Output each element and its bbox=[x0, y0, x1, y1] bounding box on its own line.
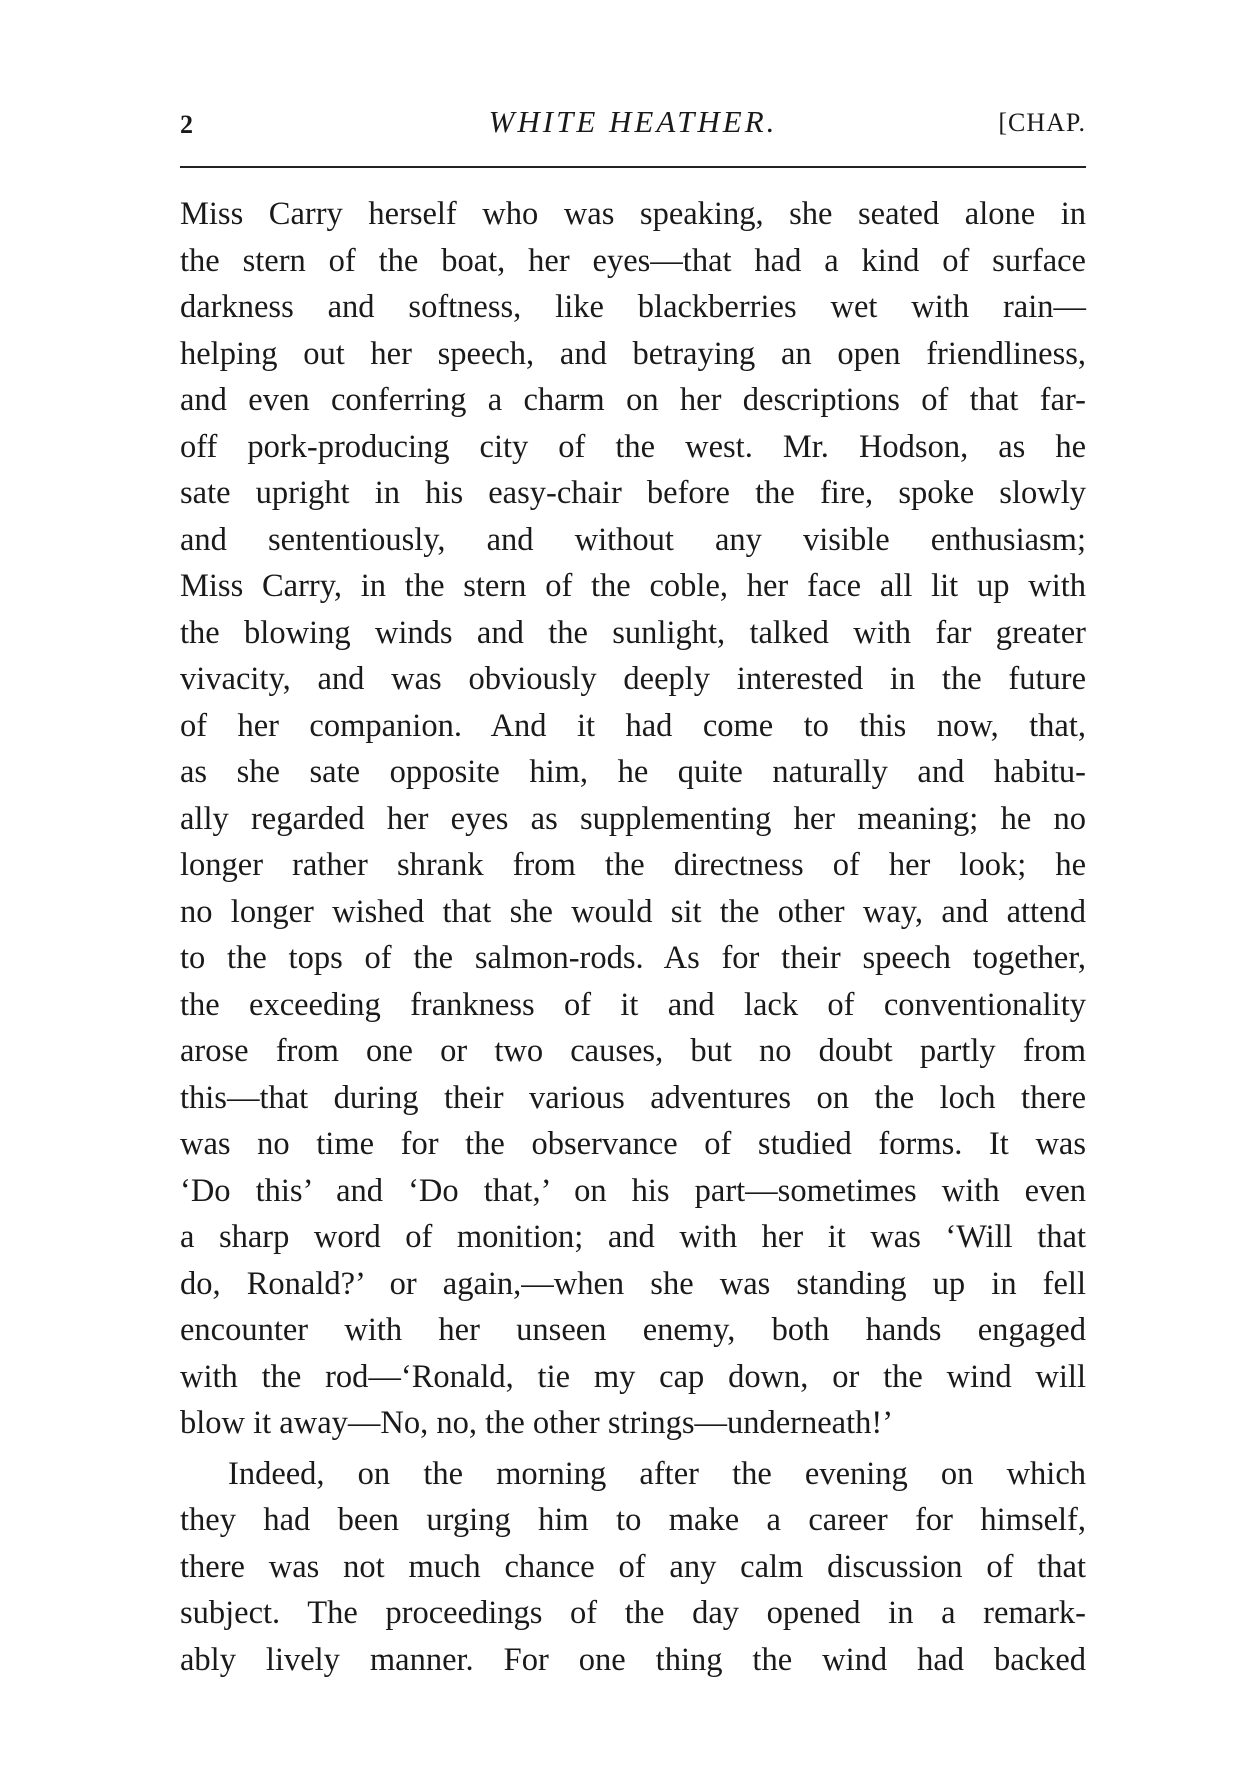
text-line: ally regarded her eyes as supplementing her meaning; he no bbox=[180, 800, 1086, 837]
paragraph bbox=[180, 1451, 1086, 1684]
running-head bbox=[180, 104, 1086, 148]
text-line: Miss Carry, in the stern of the coble, her face all lit up with bbox=[180, 568, 1086, 604]
text-line: they had been urging him to make a career for himself, bbox=[180, 1502, 1086, 1538]
text-line: as she sate opposite him, he quite naturally and habitu- bbox=[180, 754, 1086, 790]
text-line: the exceeding frankness of it and lack of conventionality bbox=[180, 986, 1086, 1023]
page-number: 2 bbox=[180, 110, 193, 139]
chapter-mark: [CHAP. bbox=[998, 108, 1086, 137]
text-line: and sententiously, and without any visible enthusiasm; bbox=[180, 521, 1086, 558]
text-line: was no time for the observance of studied forms. It was bbox=[180, 1126, 1086, 1162]
text-line: off pork-producing city of the west. Mr. Hodson, as he bbox=[180, 428, 1086, 465]
text-line: darkness and softness, like blackberries wet with rain— bbox=[180, 289, 1086, 325]
text-line: subject. The proceedings of the day opened in a remark- bbox=[180, 1595, 1086, 1631]
body-text bbox=[180, 191, 1086, 1683]
text-line: this—that during their various adventures on the loch there bbox=[180, 1079, 1086, 1116]
text-line: the stern of the boat, her eyes—that had a kind of surface bbox=[180, 242, 1086, 279]
text-line: of her companion. And it had come to this now, that, bbox=[180, 707, 1086, 744]
text-line: vivacity, and was obviously deeply interested in the future bbox=[180, 661, 1086, 697]
text-line: no longer wished that she would sit the other way, and attend bbox=[180, 893, 1086, 930]
book-title: WHITE HEATHER. bbox=[488, 104, 778, 139]
text-line: ably lively manner. For one thing the wind had backed bbox=[180, 1641, 1086, 1678]
paragraph bbox=[180, 191, 1086, 1447]
text-line: longer rather shrank from the directness of her look; he bbox=[180, 847, 1086, 883]
text-line: the blowing winds and the sunlight, talked with far greater bbox=[180, 614, 1086, 651]
text-line: Indeed, on the morning after the evening on which bbox=[228, 1455, 1086, 1492]
text-line: encounter with her unseen enemy, both hands engaged bbox=[180, 1312, 1086, 1348]
text-line: do, Ronald?’ or again,—when she was standing up in fell bbox=[180, 1265, 1086, 1302]
text-line: with the rod—‘Ronald, tie my cap down, or the wind will bbox=[180, 1358, 1086, 1395]
header-rule bbox=[180, 166, 1086, 168]
text-line: to the tops of the salmon-rods. As for their speech together, bbox=[180, 940, 1086, 976]
text-line: sate upright in his easy-chair before the fire, spoke slowly bbox=[180, 475, 1086, 511]
text-line: arose from one or two causes, but no doubt partly from bbox=[180, 1033, 1086, 1069]
text-line: a sharp word of monition; and with her it was ‘Will that bbox=[180, 1219, 1086, 1255]
text-line: ‘Do this’ and ‘Do that,’ on his part—sometimes with even bbox=[180, 1172, 1086, 1209]
text-line: and even conferring a charm on her descriptions of that far- bbox=[180, 382, 1086, 418]
text-line: helping out her speech, and betraying an open friendliness, bbox=[180, 335, 1086, 372]
text-line: there was not much chance of any calm discussion of that bbox=[180, 1548, 1086, 1585]
text-line: Miss Carry herself who was speaking, she seated alone in bbox=[180, 196, 1086, 232]
text-line: blow it away—No, no, the other strings—underneath!’ bbox=[180, 1405, 894, 1441]
